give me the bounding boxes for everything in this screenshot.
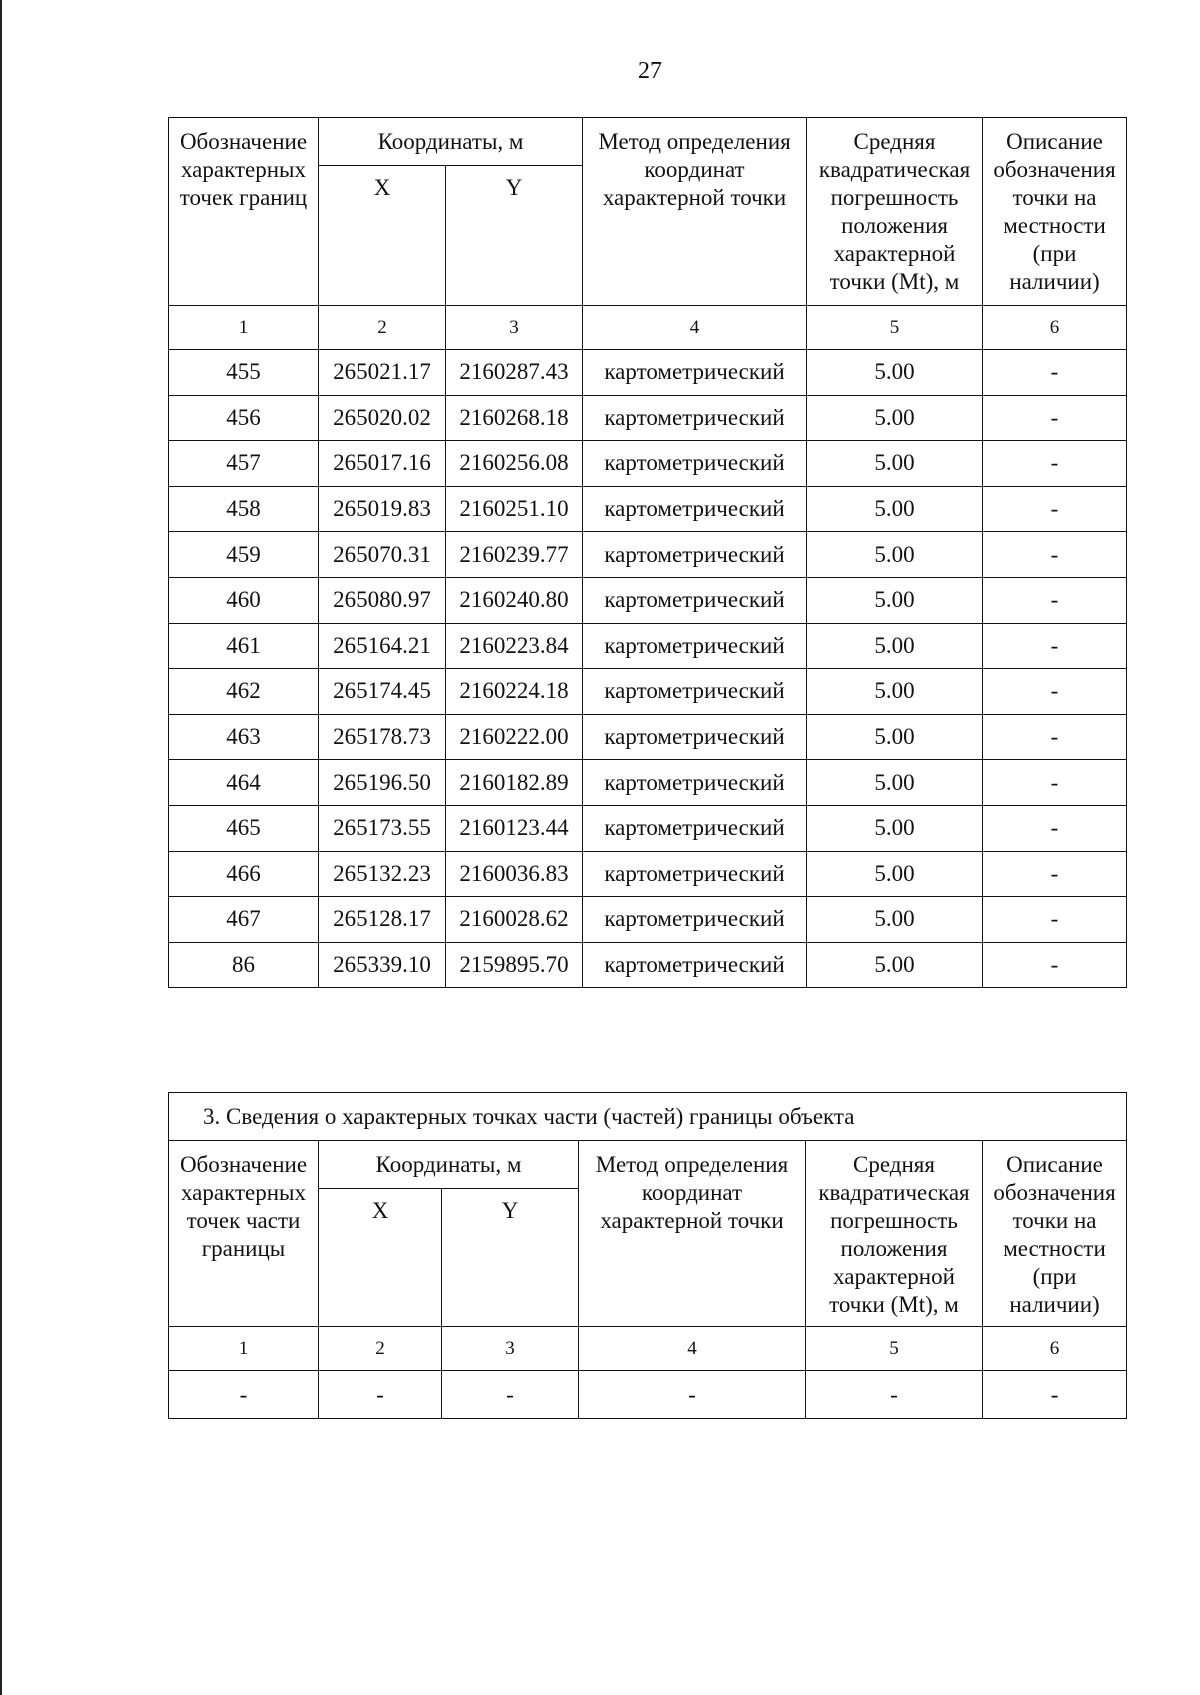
cell-point-id: 456 bbox=[169, 395, 319, 441]
cell-error: - bbox=[806, 1371, 983, 1419]
cell-error: 5.00 bbox=[807, 897, 983, 943]
cell-point-id: - bbox=[169, 1371, 319, 1419]
cell-description: - bbox=[983, 897, 1127, 943]
cell-y: 2160251.10 bbox=[446, 486, 583, 532]
cell-method: - bbox=[579, 1371, 806, 1419]
cell-description: - bbox=[983, 942, 1127, 988]
cell-point-id: 464 bbox=[169, 760, 319, 806]
cell-point-id: 455 bbox=[169, 350, 319, 396]
cell-error: 5.00 bbox=[807, 851, 983, 897]
cell-y: 2160123.44 bbox=[446, 805, 583, 851]
cell-x: 265017.16 bbox=[319, 441, 446, 487]
header-description: Описание обозначения точки на местности (при наличии) bbox=[983, 118, 1127, 306]
cell-description: - bbox=[983, 486, 1127, 532]
table-header-row bbox=[169, 1141, 1127, 1189]
column-number: 4 bbox=[583, 306, 807, 350]
cell-point-id: 463 bbox=[169, 714, 319, 760]
boundary-points-table bbox=[168, 117, 1127, 988]
cell-y: 2160028.62 bbox=[446, 897, 583, 943]
cell-y: 2160182.89 bbox=[446, 760, 583, 806]
header-x: X bbox=[319, 1189, 442, 1327]
cell-method: картометрический bbox=[583, 532, 807, 578]
cell-description: - bbox=[983, 851, 1127, 897]
cell-description: - bbox=[983, 441, 1127, 487]
cell-error: 5.00 bbox=[807, 350, 983, 396]
table-row bbox=[169, 532, 1127, 578]
column-number-row bbox=[169, 1327, 1127, 1371]
table-row bbox=[169, 441, 1127, 487]
cell-method: картометрический bbox=[583, 350, 807, 396]
header-method: Метод определения координат характерной точки bbox=[579, 1141, 806, 1327]
cell-x: - bbox=[319, 1371, 442, 1419]
cell-description: - bbox=[983, 350, 1127, 396]
cell-error: 5.00 bbox=[807, 486, 983, 532]
column-number: 2 bbox=[319, 1327, 442, 1371]
cell-error: 5.00 bbox=[807, 577, 983, 623]
column-number: 1 bbox=[169, 306, 319, 350]
cell-method: картометрический bbox=[583, 942, 807, 988]
cell-error: 5.00 bbox=[807, 942, 983, 988]
cell-x: 265080.97 bbox=[319, 577, 446, 623]
column-number: 6 bbox=[983, 306, 1127, 350]
cell-error: 5.00 bbox=[807, 669, 983, 715]
cell-method: картометрический bbox=[583, 805, 807, 851]
cell-point-id: 460 bbox=[169, 577, 319, 623]
cell-y: 2160223.84 bbox=[446, 623, 583, 669]
cell-method: картометрический bbox=[583, 897, 807, 943]
cell-description: - bbox=[983, 714, 1127, 760]
cell-y: 2160239.77 bbox=[446, 532, 583, 578]
table-row bbox=[169, 805, 1127, 851]
cell-method: картометрический bbox=[583, 395, 807, 441]
cell-point-id: 458 bbox=[169, 486, 319, 532]
header-method: Метод определения координат характерной точки bbox=[583, 118, 807, 306]
table-row bbox=[169, 760, 1127, 806]
cell-x: 265178.73 bbox=[319, 714, 446, 760]
column-number: 5 bbox=[806, 1327, 983, 1371]
cell-x: 265174.45 bbox=[319, 669, 446, 715]
cell-point-id: 462 bbox=[169, 669, 319, 715]
section-title-row bbox=[169, 1093, 1127, 1141]
header-description: Описание обозначения точки на местности (при наличии) bbox=[983, 1141, 1127, 1327]
column-number: 5 bbox=[807, 306, 983, 350]
section-3-title: 3. Сведения о характерных точках части (частей) границы объекта bbox=[169, 1093, 1127, 1141]
cell-error: 5.00 bbox=[807, 395, 983, 441]
column-number: 4 bbox=[579, 1327, 806, 1371]
cell-y: 2160222.00 bbox=[446, 714, 583, 760]
column-number: 2 bbox=[319, 306, 446, 350]
cell-point-id: 465 bbox=[169, 805, 319, 851]
page-number: 27 bbox=[638, 58, 662, 84]
cell-point-id: 86 bbox=[169, 942, 319, 988]
cell-x: 265021.17 bbox=[319, 350, 446, 396]
table-row bbox=[169, 714, 1127, 760]
header-coordinates: Координаты, м bbox=[319, 118, 583, 166]
header-x: X bbox=[319, 166, 446, 306]
cell-description: - bbox=[983, 669, 1127, 715]
cell-point-id: 467 bbox=[169, 897, 319, 943]
cell-method: картометрический bbox=[583, 486, 807, 532]
table-row bbox=[169, 669, 1127, 715]
cell-x: 265019.83 bbox=[319, 486, 446, 532]
header-error: Средняя квадратическая погрешность положения характерной точки (Mt), м bbox=[806, 1141, 983, 1327]
cell-error: 5.00 bbox=[807, 623, 983, 669]
table-header-row bbox=[169, 118, 1127, 166]
cell-point-id: 459 bbox=[169, 532, 319, 578]
cell-x: 265070.31 bbox=[319, 532, 446, 578]
header-error: Средняя квадратическая погрешность положения характерной точки (Mt), м bbox=[807, 118, 983, 306]
column-number: 3 bbox=[442, 1327, 579, 1371]
cell-description: - bbox=[983, 1371, 1127, 1419]
table-row bbox=[169, 942, 1127, 988]
part-boundary-points-table bbox=[168, 1092, 1127, 1419]
cell-y: 2160036.83 bbox=[446, 851, 583, 897]
header-y: Y bbox=[442, 1189, 579, 1327]
cell-x: 265164.21 bbox=[319, 623, 446, 669]
cell-point-id: 461 bbox=[169, 623, 319, 669]
page-left-edge bbox=[0, 0, 2, 1695]
cell-method: картометрический bbox=[583, 441, 807, 487]
cell-point-id: 466 bbox=[169, 851, 319, 897]
cell-error: 5.00 bbox=[807, 532, 983, 578]
table-row bbox=[169, 1371, 1127, 1419]
cell-description: - bbox=[983, 395, 1127, 441]
table-row bbox=[169, 623, 1127, 669]
cell-method: картометрический bbox=[583, 760, 807, 806]
cell-error: 5.00 bbox=[807, 714, 983, 760]
cell-y: 2160268.18 bbox=[446, 395, 583, 441]
column-number: 3 bbox=[446, 306, 583, 350]
column-number-row bbox=[169, 306, 1127, 350]
header-coordinates: Координаты, м bbox=[319, 1141, 579, 1189]
column-number: 1 bbox=[169, 1327, 319, 1371]
cell-method: картометрический bbox=[583, 669, 807, 715]
cell-y: 2160256.08 bbox=[446, 441, 583, 487]
header-y: Y bbox=[446, 166, 583, 306]
cell-method: картометрический bbox=[583, 623, 807, 669]
cell-method: картометрический bbox=[583, 714, 807, 760]
cell-x: 265132.23 bbox=[319, 851, 446, 897]
cell-x: 265339.10 bbox=[319, 942, 446, 988]
table-row bbox=[169, 486, 1127, 532]
cell-x: 265173.55 bbox=[319, 805, 446, 851]
cell-method: картометрический bbox=[583, 851, 807, 897]
table-row bbox=[169, 897, 1127, 943]
table-row bbox=[169, 350, 1127, 396]
table-row bbox=[169, 577, 1127, 623]
cell-description: - bbox=[983, 805, 1127, 851]
header-point-designation: Обозначение характерных точек границ bbox=[169, 118, 319, 306]
cell-description: - bbox=[983, 760, 1127, 806]
cell-error: 5.00 bbox=[807, 441, 983, 487]
cell-y: 2160224.18 bbox=[446, 669, 583, 715]
cell-description: - bbox=[983, 577, 1127, 623]
cell-description: - bbox=[983, 623, 1127, 669]
cell-y: 2160240.80 bbox=[446, 577, 583, 623]
cell-x: 265196.50 bbox=[319, 760, 446, 806]
column-number: 6 bbox=[983, 1327, 1127, 1371]
cell-y: - bbox=[442, 1371, 579, 1419]
cell-description: - bbox=[983, 532, 1127, 578]
cell-method: картометрический bbox=[583, 577, 807, 623]
cell-y: 2159895.70 bbox=[446, 942, 583, 988]
cell-error: 5.00 bbox=[807, 760, 983, 806]
cell-error: 5.00 bbox=[807, 805, 983, 851]
cell-y: 2160287.43 bbox=[446, 350, 583, 396]
cell-x: 265020.02 bbox=[319, 395, 446, 441]
table-row bbox=[169, 395, 1127, 441]
cell-x: 265128.17 bbox=[319, 897, 446, 943]
table-row bbox=[169, 851, 1127, 897]
header-point-designation: Обозначение характерных точек части границы bbox=[169, 1141, 319, 1327]
cell-point-id: 457 bbox=[169, 441, 319, 487]
